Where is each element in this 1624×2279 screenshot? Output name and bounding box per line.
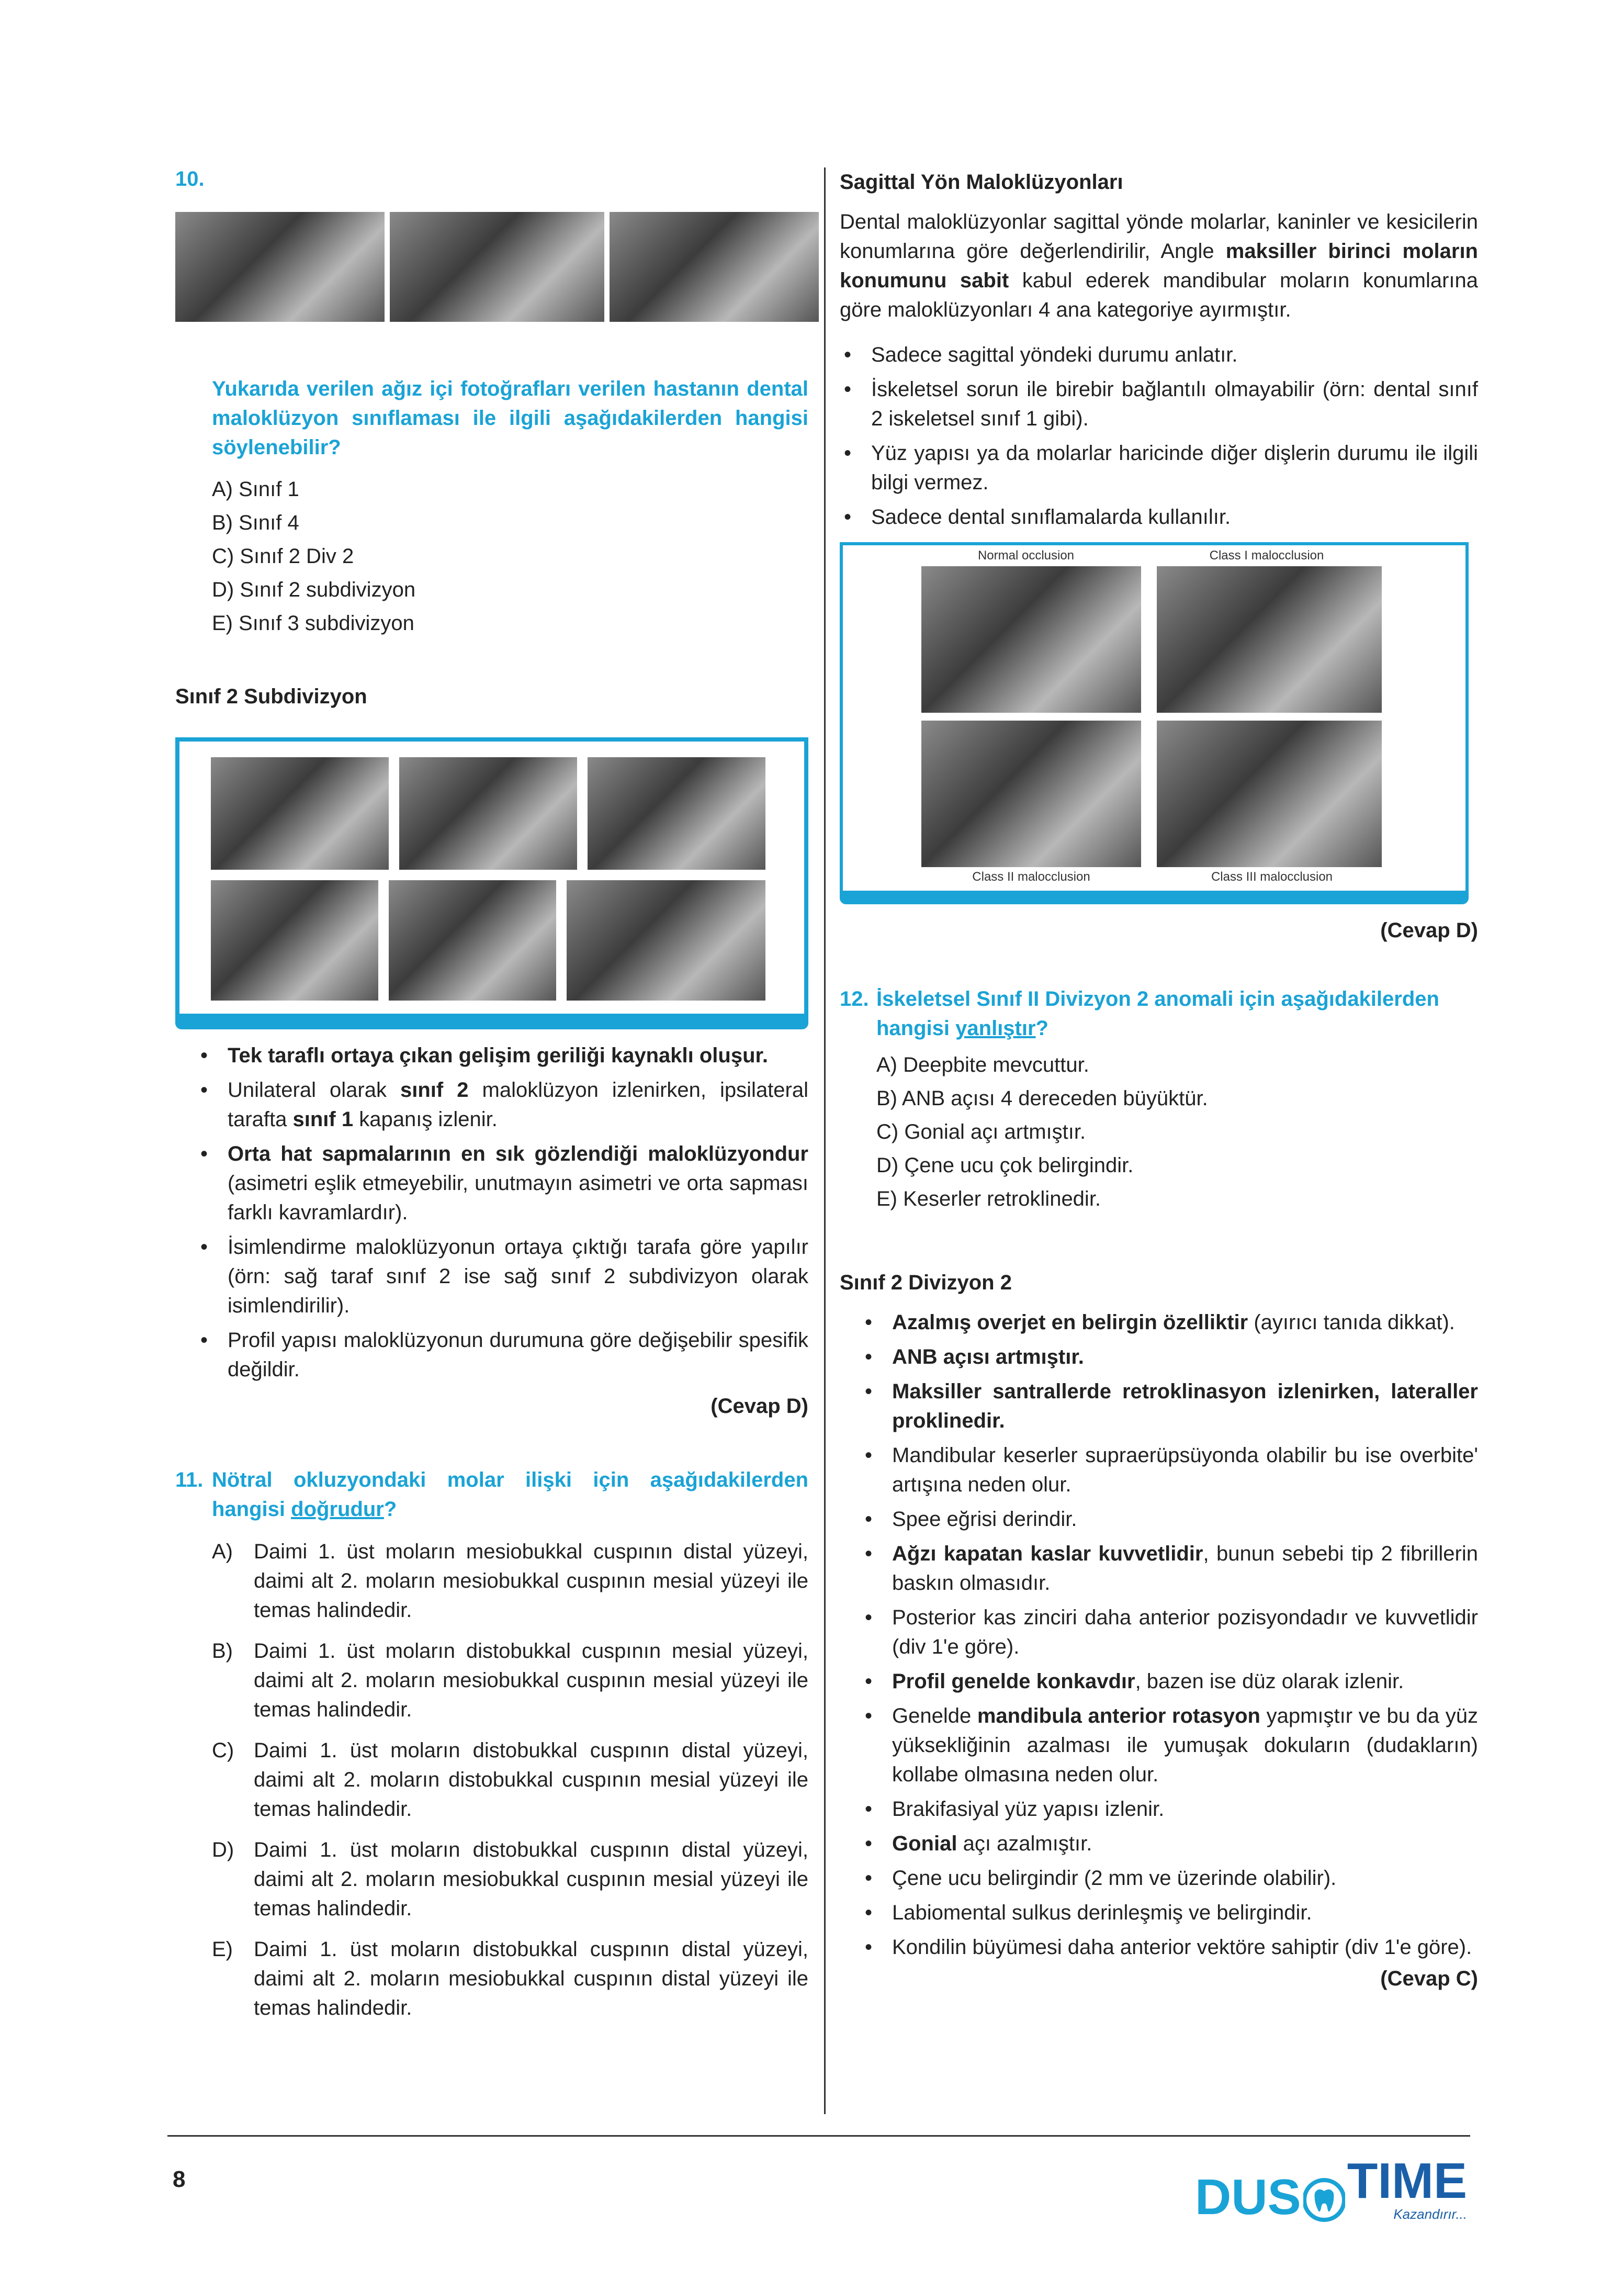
occlusion-figure-bar [840,891,1469,904]
div2-bullet-5: • Spee eğrisi derindir. [861,1505,1478,1534]
intraoral-photo-left [610,212,819,322]
q10-options [212,473,808,640]
subdiv-photo-5 [389,880,556,1001]
q11-option-c[interactable]: C) Daimi 1. üst moların distobukkal cuspının distal yüzeyi, daimi alt 2. moların distobukkal cuspının mesial yüzeyi ile temas halindedir. [212,1739,808,1821]
div2-bullet-8: • Profil genelde konkavdır, bazen ise düz olarak izlenir. [861,1667,1478,1696]
q12-option-e[interactable]: E) Keserler retroklinedir. [876,1187,1101,1210]
subdiv-title: Sınıf 2 Subdivizyon [175,685,367,708]
intraoral-photo-right [175,212,385,322]
left-column [175,167,808,2034]
q12-option-d[interactable]: D) Çene ucu çok belirgindir. [876,1154,1134,1177]
sagittal-bullet-2: • İskeletsel sorun ile birebir bağlantılı olmayabilir (örn: dental sınıf 2 iskeletsel sınıf 1 gibi). [840,375,1478,433]
subdiv-photo-1 [211,757,389,870]
caption-class3: Class III malocclusion [1211,870,1333,884]
subdiv-photo-panoramic [567,880,765,1001]
div2-bullets [861,1308,1478,1962]
div2-bullet-13: • Labiomental sulkus derinleşmiş ve belirgindir. [861,1898,1478,1927]
q11-option-e[interactable]: E) Daimi 1. üst moların distobukkal cuspının distal yüzeyi, daimi alt 2. moların mesiobukkal cuspının distal yüzeyi ile temas halindedir. [212,1938,808,2019]
page-number: 8 [173,2166,186,2192]
q11-number: 11. [175,1468,204,1491]
subdiv-bullet-5: • Profil yapısı maloklüzyonun durumuna göre değişebilir spesifik değildir. [196,1326,808,1384]
caption-class2: Class II malocclusion [972,870,1090,884]
q12-options [876,1048,1478,1216]
div2-bullet-7: • Posterior kas zinciri daha anterior pozisyondadır ve kuvvetlidir (div 1'e göre). [861,1603,1478,1661]
occlusion-photo-class2 [921,721,1141,867]
div2-bullet-11: • Gonial açı azalmıştır. [861,1829,1478,1858]
q10-option-d[interactable]: D) Sınıf 2 subdivizyon [212,578,416,601]
subdiv-bullet-2: • Unilateral olarak sınıf 2 maloklüzyon izlenirken, ipsilateral tarafta sınıf 1 kapanış izlenir. [196,1075,808,1134]
subdiv-answer: (Cevap D) [710,1395,808,1418]
subdiv-bullet-1: • Tek taraflı ortaya çıkan gelişim geriliği kaynaklı oluşur. [196,1041,808,1070]
q11-options [212,1537,808,2023]
subdiv-bullet-4: • İsimlendirme maloklüzyonun ortaya çıktığı tarafa göre yapılır (örn: sağ taraf sınıf 2 ise sağ sınıf 2 subdivizyon olarak isimlendirilir). [196,1232,808,1320]
div2-bullet-6: • Ağzı kapatan kaslar kuvvetlidir, bunun sebebi tip 2 fibrillerin baskın olmasıdır. [861,1539,1478,1598]
sagittal-bullets [840,340,1478,532]
div2-bullet-9: • Genelde mandibula anterior rotasyon yapmıştır ve bu da yüz yüksekliğinin azalması ile yumuşak dokuların (dudakların) kollabe olmasına neden olur. [861,1701,1478,1789]
subdiv-bullet-3: • Orta hat sapmalarının en sık gözlendiği maloklüzyondur (asimetri eşlik etmeyebilir, unutmayın asimetri ve orta sapması farklı kavramlardır). [196,1139,808,1227]
subdiv-figure-frame [175,737,808,1018]
sagittal-bullet-3: • Yüz yapısı ya da molarlar haricinde diğer dişlerin durumu ile ilgili bilgi vermez. [840,439,1478,497]
div2-bullet-2: • ANB açısı artmıştır. [861,1342,1478,1372]
sagittal-paragraph: Dental maloklüzyonlar sagittal yönde molarlar, kaninler ve kesicilerin konumlarına göre değerlendirilir, Angle maksiller birinci moların konumunu sabit kabul ederek mandibular moların konumlarına göre maloklüzyonları 4 ana kategoriye ayırmıştır. [840,210,1478,321]
q10-option-c[interactable]: C) Sınıf 2 Div 2 [212,545,354,568]
q12-option-a[interactable]: A) Deepbite mevcuttur. [876,1053,1089,1076]
q11-question: 11. Nötral okluzyondaki molar ilişki için aşağıdakilerden hangisi doğrudur? [175,1465,808,1524]
q10-option-e[interactable]: E) Sınıf 3 subdivizyon [212,612,414,635]
dustime-logo [1195,2153,1467,2225]
caption-class1: Class I malocclusion [1209,548,1324,563]
q11-option-b[interactable]: B) Daimi 1. üst moların distobukkal cuspının mesial yüzeyi, daimi alt 2. moların mesiobukkal cuspının mesial yüzeyi ile temas halindedir. [212,1640,808,1721]
q10-number: 10. [175,167,205,190]
subdiv-figure [175,737,808,1041]
q12-option-c[interactable]: C) Gonial açı artmıştır. [876,1120,1086,1143]
div2-bullet-14: • Kondilin büyümesi daha anterior vektöre sahiptir (div 1'e göre). [861,1933,1478,1962]
div2-bullet-1: • Azalmış overjet en belirgin özelliktir (ayırıcı tanıda dikkat). [861,1308,1478,1337]
q12-number: 12. [840,987,869,1011]
caption-normal: Normal occlusion [977,548,1075,563]
div2-bullet-4: • Mandibular keserler supraerüpsüyonda olabilir bu ise overbite' artışına neden olur. [861,1441,1478,1499]
sagittal-title: Sagittal Yön Maloklüzyonları [840,171,1123,194]
occlusion-photo-normal [921,566,1141,713]
q10-option-b[interactable]: B) Sınıf 4 [212,511,299,534]
column-divider [824,167,826,2114]
div2-bullet-12: • Çene ucu belirgindir (2 mm ve üzerinde olabilir). [861,1863,1478,1893]
footer-rule [167,2135,1470,2137]
div2-bullet-10: • Brakifasiyal yüz yapısı izlenir. [861,1794,1478,1824]
occlusion-photo-class1 [1157,566,1382,713]
q12-question: 12. İskeletsel Sınıf II Divizyon 2 anomali için aşağıdakilerden hangisi yanlıştır? [840,984,1478,1043]
subdiv-figure-bar [175,1014,808,1029]
div2-answer: (Cevap C) [1380,1967,1478,1990]
q10-option-a[interactable]: A) Sınıf 1 [212,478,299,501]
sagittal-answer: (Cevap D) [1380,919,1478,942]
sagittal-bullet-1: • Sadece sagittal yöndeki durumu anlatır. [840,340,1478,369]
right-column [840,167,1478,1991]
subdiv-photo-4 [211,880,378,1001]
occlusion-figure-frame [840,542,1469,894]
div2-bullet-3: • Maksiller santrallerde retroklinasyon izlenirken, lateraller proklinedir. [861,1377,1478,1435]
q10-photos [175,212,808,338]
subdiv-photo-3 [588,757,765,870]
occlusion-photo-class3 [1157,721,1382,867]
q12-option-b[interactable]: B) ANB açısı 4 dereceden büyüktür. [876,1087,1208,1110]
q11-option-a[interactable]: A) Daimi 1. üst moların mesiobukkal cuspının distal yüzeyi, daimi alt 2. moların mesiobukkal cuspının mesial yüzeyi ile temas halindedir. [212,1540,808,1622]
div2-title: Sınıf 2 Divizyon 2 [840,1271,1012,1294]
sagittal-bullet-4: • Sadece dental sınıflamalarda kullanılır. [840,502,1478,532]
logo-text-time: TIME [1347,2153,1467,2209]
q10-question: Yukarıda verilen ağız içi fotoğrafları verilen hastanın dental maloklüzyon sınıflaması ile ilgili aşağıdakilerden hangisi söylenebilir? [212,377,808,459]
q11-option-d[interactable]: D) Daimi 1. üst moların distobukkal cuspının distal yüzeyi, daimi alt 2. moların mesiobukkal cuspının mesial yüzeyi ile temas halindedir. [212,1838,808,1920]
occlusion-figure [840,542,1478,919]
logo-text-dus: DUS [1195,2169,1301,2225]
intraoral-photo-front [390,212,604,322]
tooth-icon [1303,2177,1345,2222]
logo-tagline: Kazandırır... [1393,2206,1467,2222]
subdiv-bullets [196,1041,808,1384]
subdiv-photo-2 [399,757,577,870]
